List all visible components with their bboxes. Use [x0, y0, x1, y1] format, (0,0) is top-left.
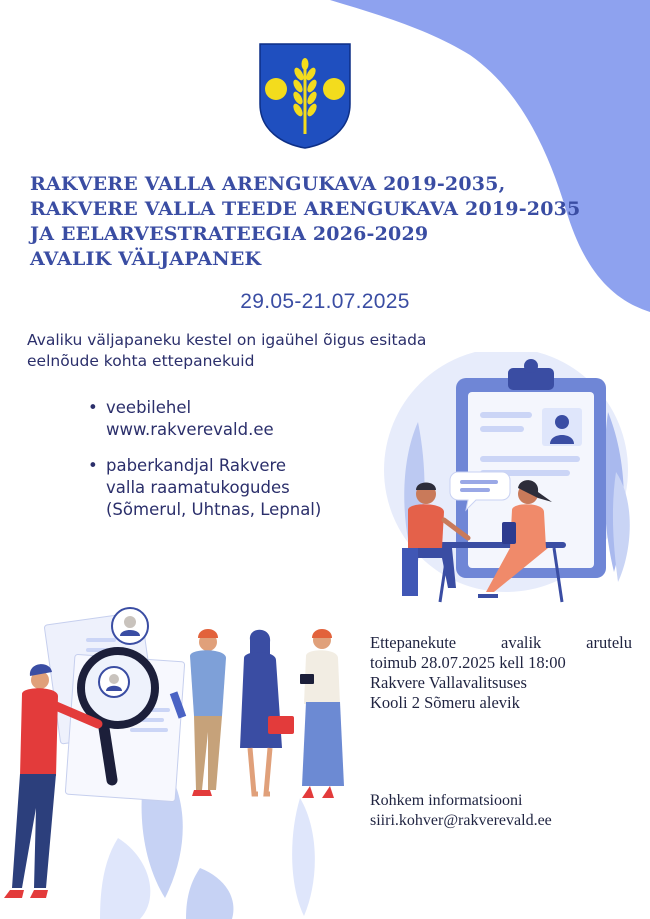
list-item-paper	[88, 455, 408, 521]
intro-line: Avaliku väljapaneku kestel on igaühel õigus esitada	[27, 331, 427, 349]
title-line: AVALIK VÄLJAPANEK	[30, 248, 262, 270]
clipboard-meeting-illustration	[378, 352, 640, 608]
meeting-line: toimub 28.07.2025 kell 18:00	[370, 653, 566, 672]
list-item-website	[88, 397, 408, 441]
list-item-line: valla raamatukogudes	[106, 478, 290, 497]
display-period: 29.05-21.07.2025	[240, 290, 410, 313]
intro-line: eelnõude kohta ettepanekuid	[27, 352, 255, 370]
list-item-line: (Sõmerul, Uhtnas, Lepnal)	[106, 500, 322, 519]
public-discussion-info	[370, 633, 640, 713]
list-item-line: • paberkandjal Rakvere	[106, 456, 287, 475]
contact-label: Rohkem informatsiooni	[370, 792, 523, 809]
title-line: RAKVERE VALLA ARENGUKAVA 2019-2035,	[30, 173, 506, 195]
people-magnifier-illustration	[0, 598, 362, 919]
title-line: RAKVERE VALLA TEEDE ARENGUKAVA 2019-2035	[30, 198, 581, 220]
website-link[interactable]: www.rakverevald.ee	[106, 420, 274, 439]
coat-of-arms-logo	[258, 42, 352, 150]
meeting-line: Rakvere Vallavalitsuses	[370, 673, 527, 692]
contact-info	[370, 791, 640, 831]
title-line: JA EELARVESTRATEEGIA 2026-2029	[30, 223, 429, 245]
poster-title	[30, 172, 610, 272]
submission-options-list	[88, 397, 408, 535]
list-item-line: • veebilehel	[106, 398, 192, 417]
meeting-line: Ettepanekute avalik arutelu	[370, 633, 632, 652]
meeting-line: Kooli 2 Sõmeru alevik	[370, 693, 520, 712]
contact-email-link[interactable]: siiri.kohver@rakverevald.ee	[370, 812, 552, 829]
